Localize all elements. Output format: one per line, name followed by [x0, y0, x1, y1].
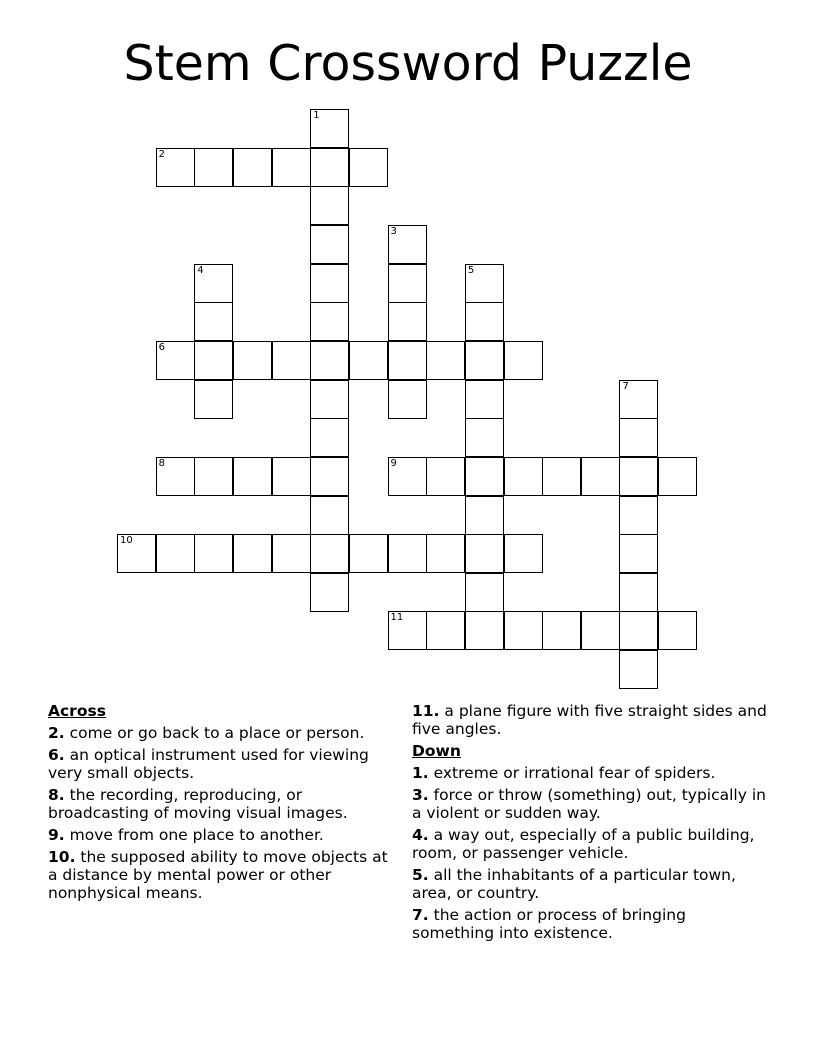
grid-cell[interactable]: [349, 341, 388, 380]
clue-down-1: [412, 764, 770, 782]
grid-cell[interactable]: [619, 611, 658, 650]
grid-cell[interactable]: [504, 341, 543, 380]
grid-cell[interactable]: [310, 496, 349, 535]
grid-cell[interactable]: [542, 457, 581, 496]
grid-cell[interactable]: [233, 457, 272, 496]
clue-number: 2.: [48, 724, 65, 742]
grid-cell[interactable]: [658, 457, 697, 496]
cell-number: 10: [120, 535, 133, 547]
clue-text: the supposed ability to move objects at a distance by mental power or other nonphysical means.: [48, 848, 388, 902]
grid-cell[interactable]: [388, 457, 427, 496]
grid-cell[interactable]: [272, 341, 311, 380]
grid-cell[interactable]: [581, 611, 620, 650]
grid-cell[interactable]: [310, 457, 349, 496]
clue-text: a way out, especially of a public building, room, or passenger vehicle.: [412, 826, 755, 862]
grid-cell[interactable]: [619, 573, 658, 612]
clue-number: 1.: [412, 764, 429, 782]
grid-cell[interactable]: [156, 457, 195, 496]
grid-cell[interactable]: [658, 611, 697, 650]
clue-down-5: [412, 866, 770, 902]
grid-cell[interactable]: [194, 264, 233, 303]
grid-cell[interactable]: [310, 302, 349, 341]
cell-number: 2: [158, 148, 166, 160]
grid-cell[interactable]: [310, 186, 349, 225]
down-heading: Down: [412, 742, 461, 760]
clue-number: 4.: [412, 826, 429, 844]
grid-cell[interactable]: [310, 341, 349, 380]
grid-cell[interactable]: [465, 611, 504, 650]
clue-number: 11.: [412, 702, 440, 720]
grid-cell[interactable]: [156, 148, 195, 187]
grid-cell[interactable]: [194, 457, 233, 496]
clue-text: a plane figure with five straight sides and five angles.: [412, 702, 767, 738]
clue-across-11: [412, 702, 770, 738]
grid-cell[interactable]: [619, 418, 658, 457]
clue-text: the recording, reproducing, or broadcasting of moving visual images.: [48, 786, 348, 822]
grid-cell[interactable]: [233, 534, 272, 573]
grid-cell[interactable]: [465, 534, 504, 573]
grid-cell[interactable]: [310, 109, 349, 148]
grid-cell[interactable]: [426, 611, 465, 650]
grid-cell[interactable]: [388, 264, 427, 303]
grid-cell[interactable]: [349, 148, 388, 187]
clue-text: the action or process of bringing something into existence.: [412, 906, 686, 942]
grid-cell[interactable]: [388, 611, 427, 650]
grid-cell[interactable]: [194, 380, 233, 419]
grid-cell[interactable]: [272, 148, 311, 187]
grid-cell[interactable]: [465, 457, 504, 496]
grid-cell[interactable]: [388, 302, 427, 341]
grid-cell[interactable]: [465, 418, 504, 457]
clue-number: 7.: [412, 906, 429, 924]
grid-cell[interactable]: [310, 225, 349, 264]
clue-down-4: [412, 826, 770, 862]
cell-number: 8: [158, 457, 166, 469]
grid-cell[interactable]: [310, 534, 349, 573]
grid-cell[interactable]: [117, 534, 156, 573]
grid-cell[interactable]: [426, 457, 465, 496]
grid-cell[interactable]: [465, 573, 504, 612]
grid-cell[interactable]: [388, 534, 427, 573]
grid-cell[interactable]: [194, 148, 233, 187]
clues-right-column: [412, 702, 770, 946]
clue-across-10: [48, 848, 393, 902]
grid-cell[interactable]: [233, 148, 272, 187]
clue-across-2: [48, 724, 393, 742]
grid-cell[interactable]: [465, 264, 504, 303]
clue-text: extreme or irrational fear of spiders.: [433, 764, 716, 782]
grid-cell[interactable]: [388, 341, 427, 380]
grid-cell[interactable]: [465, 380, 504, 419]
clues-left-column: [48, 702, 393, 906]
grid-cell[interactable]: [465, 496, 504, 535]
cell-number: 7: [622, 380, 629, 392]
clue-text: all the inhabitants of a particular town, area, or country.: [412, 866, 736, 902]
grid-cell[interactable]: [542, 611, 581, 650]
grid-cell[interactable]: [310, 380, 349, 419]
clue-across-8: [48, 786, 393, 822]
grid-cell[interactable]: [194, 302, 233, 341]
clue-across-9: [48, 826, 393, 844]
grid-cell[interactable]: [619, 457, 658, 496]
clue-number: 10.: [48, 848, 76, 866]
grid-cell[interactable]: [504, 611, 543, 650]
clue-text: move from one place to another.: [69, 826, 324, 844]
grid-cell[interactable]: [310, 148, 349, 187]
clue-number: 8.: [48, 786, 65, 804]
clue-text: force or throw (something) out, typically in a violent or sudden way.: [412, 786, 766, 822]
clue-text: an optical instrument used for viewing very small objects.: [48, 746, 369, 782]
clue-number: 6.: [48, 746, 65, 764]
grid-cell[interactable]: [388, 225, 427, 264]
cell-number: 6: [158, 341, 166, 353]
cell-number: 11: [390, 612, 404, 624]
grid-cell[interactable]: [619, 380, 658, 419]
grid-cell[interactable]: [426, 341, 465, 380]
cell-number: 9: [390, 457, 397, 469]
grid-cell[interactable]: [272, 534, 311, 573]
clue-number: 5.: [412, 866, 429, 884]
grid-cell[interactable]: [156, 534, 195, 573]
cell-number: 5: [467, 264, 475, 276]
grid-cell[interactable]: [465, 341, 504, 380]
page-title: Stem Crossword Puzzle: [123, 35, 693, 92]
grid-cell[interactable]: [619, 534, 658, 573]
grid-cell[interactable]: [349, 534, 388, 573]
grid-cell[interactable]: [194, 341, 233, 380]
grid-cell[interactable]: [272, 457, 311, 496]
grid-cell[interactable]: [504, 534, 543, 573]
clue-down-3: [412, 786, 770, 822]
clue-number: 9.: [48, 826, 65, 844]
grid-cell[interactable]: [426, 534, 465, 573]
clue-number: 3.: [412, 786, 429, 804]
clue-text: come or go back to a place or person.: [69, 724, 365, 742]
cell-number: 3: [390, 225, 397, 237]
across-heading: Across: [48, 702, 106, 720]
grid-cell[interactable]: [619, 496, 658, 535]
grid-cell[interactable]: [194, 534, 233, 573]
cell-number: 4: [197, 264, 204, 276]
grid-cell[interactable]: [581, 457, 620, 496]
clue-down-7: [412, 906, 770, 942]
grid-cell[interactable]: [310, 418, 349, 457]
grid-cell[interactable]: [388, 380, 427, 419]
grid-cell[interactable]: [310, 264, 349, 303]
cell-number: 1: [313, 110, 320, 121]
grid-cell[interactable]: [619, 650, 658, 689]
grid-cell[interactable]: [310, 573, 349, 612]
grid-cell[interactable]: [465, 302, 504, 341]
clue-across-6: [48, 746, 393, 782]
grid-cell[interactable]: [504, 457, 543, 496]
grid-cell[interactable]: [156, 341, 195, 380]
grid-cell[interactable]: [233, 341, 272, 380]
